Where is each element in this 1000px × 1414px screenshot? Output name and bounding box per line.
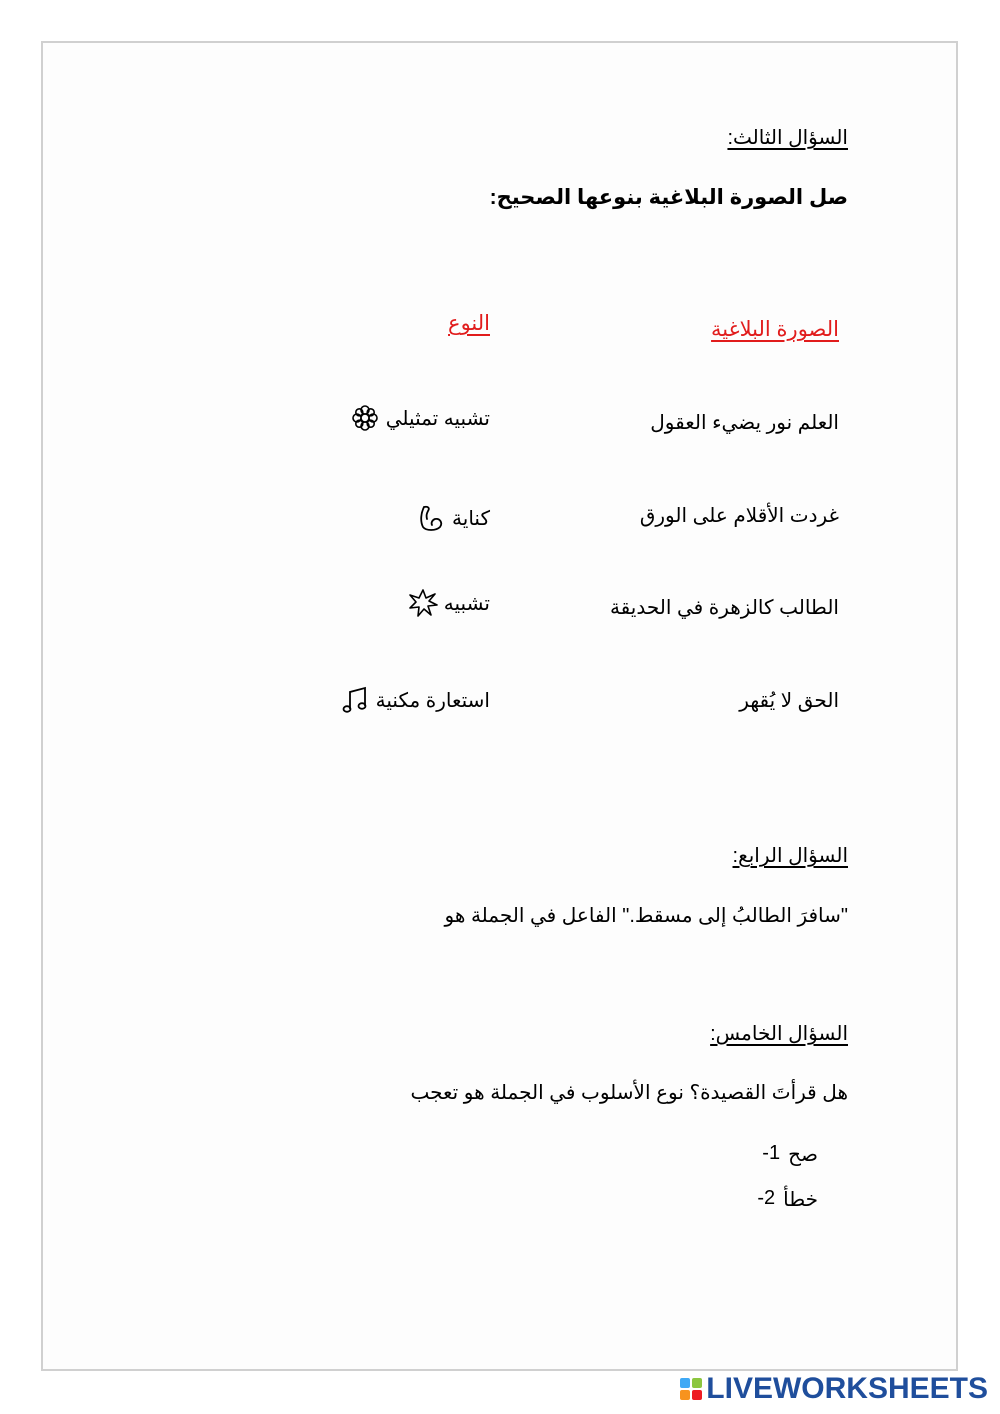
figure-item-2[interactable]: غردت الأقلام على الورق [639, 505, 839, 527]
q5-heading: السؤال الخامس: [710, 1023, 848, 1045]
q4-heading: السؤال الرابع: [732, 845, 848, 867]
type-label-2: كناية [452, 507, 490, 530]
q5-text: هل قرأتَ القصيدة؟ نوع الأسلوب في الجملة هو تعجب [410, 1082, 848, 1104]
type-item-2[interactable] [416, 503, 490, 533]
figure-item-1[interactable]: العلم نور يضيء العقول [650, 412, 839, 434]
figure-item-4[interactable]: الحق لا يُقهر [739, 690, 839, 712]
q3-heading: السؤال الثالث: [727, 127, 848, 149]
q3-instruction: صل الصورة البلاغية بنوعها الصحيح: [489, 186, 848, 209]
flower-icon [350, 403, 380, 433]
type-label-1: تشبيه تمثيلي [385, 407, 490, 430]
option-number: 2- [757, 1187, 776, 1209]
column-header-type: النوع [448, 312, 490, 335]
option-label: صح [788, 1144, 818, 1166]
starburst-icon [408, 588, 438, 618]
type-item-3[interactable] [408, 588, 490, 618]
option-false[interactable] [757, 1187, 818, 1212]
q4-text: "سافرَ الطالبُ إلى مسقط." الفاعل في الجملة هو [444, 905, 848, 927]
worksheet-page [41, 41, 958, 1371]
type-label-3: تشبيه [443, 592, 490, 615]
column-header-image: الصورة البلاغية [711, 318, 839, 341]
music-note-icon [340, 685, 370, 715]
option-true[interactable] [762, 1142, 818, 1167]
type-item-1[interactable] [350, 403, 490, 433]
figure-item-3[interactable]: الطالب كالزهرة في الحديقة [609, 597, 839, 619]
option-label: خطأ [783, 1189, 818, 1211]
muscle-arm-icon [416, 503, 446, 533]
logo-mark-icon [680, 1378, 702, 1400]
logo-text: LIVEWORKSHEETS [706, 1372, 988, 1405]
type-item-4[interactable] [340, 685, 490, 715]
option-number: 1- [762, 1142, 781, 1164]
liveworksheets-logo [680, 1372, 988, 1406]
type-label-4: استعارة مكنية [375, 689, 490, 712]
